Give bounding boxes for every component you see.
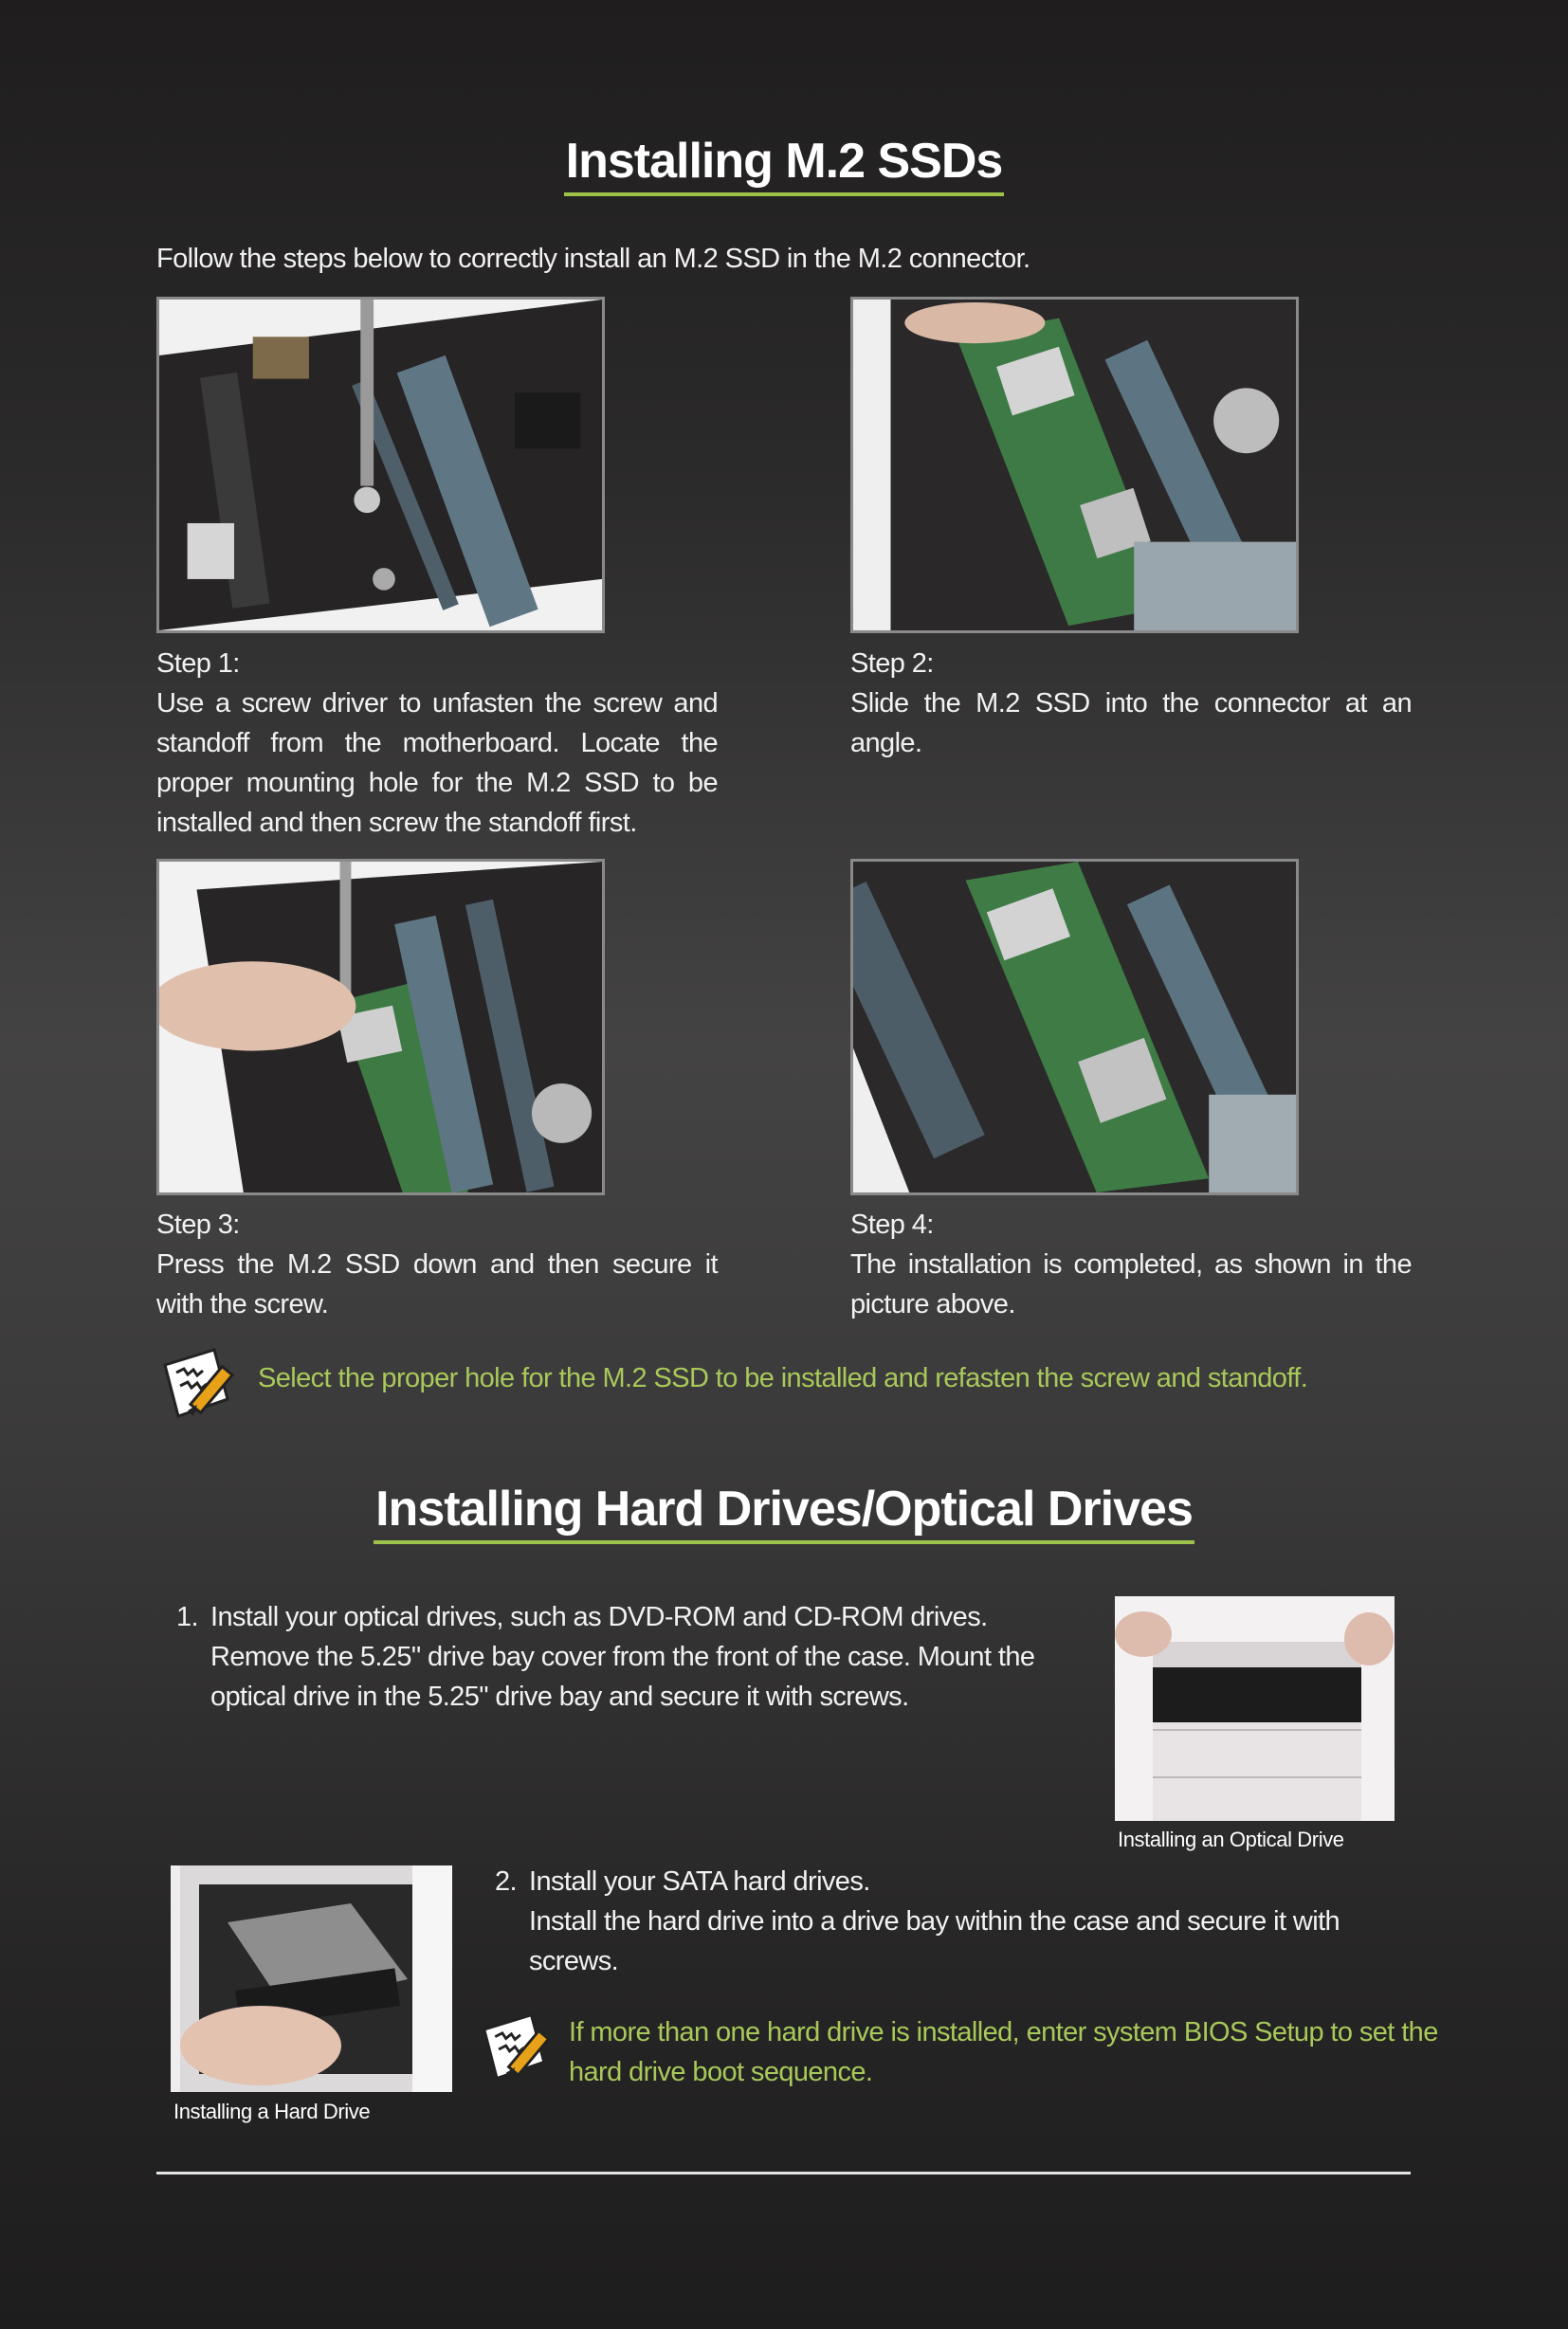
note-pencil-icon	[479, 2010, 560, 2087]
drives-note-text: If more than one hard drive is installed, enter system BIOS Setup to set the hard drive boot sequence.	[569, 2017, 1438, 2087]
hard-drive-photo	[171, 1865, 452, 2092]
m2-intro-text: Follow the steps below to correctly install an M.2 SSD in the M.2 connector.	[156, 244, 1030, 274]
step1-photo	[156, 297, 605, 633]
step3-photo	[156, 859, 605, 1195]
optical-drive-photo	[1115, 1596, 1395, 1821]
m2-note-text: Select the proper hole for the M.2 SSD to be installed and refasten the screw and standoff.	[258, 1363, 1308, 1393]
step3-text: Step 3: Press the M.2 SSD down and then secure it with the screw.	[156, 1210, 718, 1319]
step2-text: Step 2: Slide the M.2 SSD into the connector at an angle.	[850, 648, 1412, 758]
hard-drive-caption: Installing a Hard Drive	[173, 2100, 371, 2123]
drives-section-title: Installing Hard Drives/Optical Drives	[0, 1481, 1568, 1544]
step2-photo	[850, 297, 1299, 633]
step4-text: Step 4: The installation is completed, as shown in the picture above.	[850, 1210, 1412, 1319]
list-item-number: 1.	[176, 1602, 198, 1632]
footer-divider	[156, 2172, 1411, 2174]
list-item-optical: 1. Install your optical drives, such as DVD-ROM and CD-ROM drives. Remove the 5.25" drive bay cover from the front of the case. Mount the optical drive in the 5.25" drive bay and secure it with screws.	[176, 1597, 1048, 1720]
note-pencil-icon	[159, 1344, 245, 1426]
optical-drive-caption: Installing an Optical Drive	[1118, 1828, 1344, 1851]
step1-text: Step 1: Use a screw driver to unfasten the screw and standoff from the motherboard. Locate the proper mounting hole for the M.2 SSD to be installed and then screw the standoff first.	[156, 648, 718, 838]
list-item-hard-drive: 2. Install your SATA hard drives. Install the hard drive into a drive bay within the case and secure it with screws.	[495, 1862, 1424, 1985]
step4-photo	[850, 859, 1299, 1195]
m2-section-title: Installing M.2 SSDs	[0, 133, 1568, 196]
list-item-number: 2.	[495, 1866, 517, 1897]
